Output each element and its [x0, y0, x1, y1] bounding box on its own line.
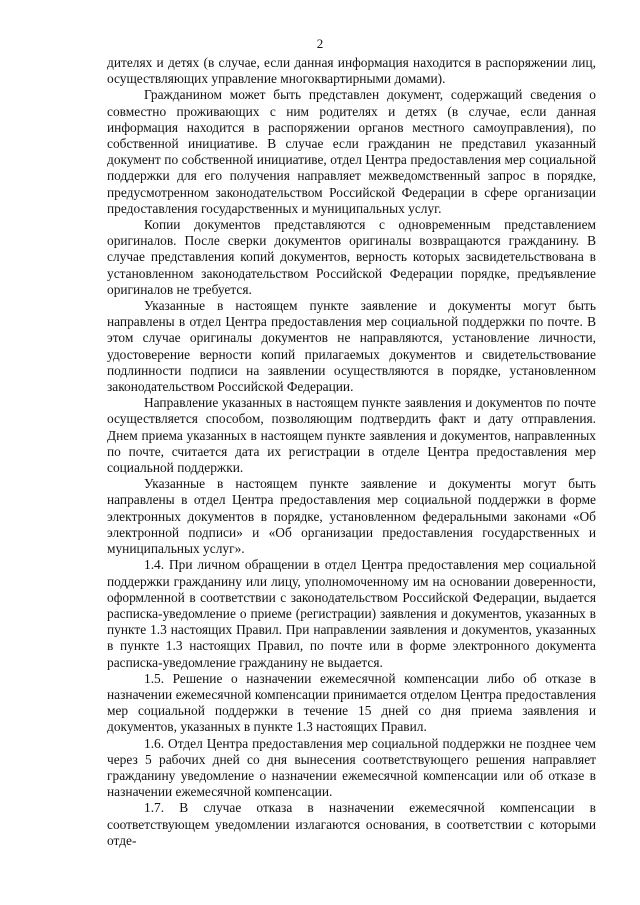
paragraph-clause-1-7: 1.7. В случае отказа в назначении ежемесячной компенсации в соответствующем уведомлении излагаются основания, в соответствии с которыми отде-: [107, 800, 596, 848]
paragraph-mail-submission: Указанные в настоящем пункте заявление и документы могут быть направлены в отдел Центра предоставления мер социальной поддержки по почте. В этом случае оригиналы документов не направляются, установление личности, удостоверение верности копий прилагаемых документов и свидетельствование подлинности подписи на заявлении осуществляются в порядке, установленном законодательством Российской Федерации.: [107, 298, 596, 395]
paragraph-clause-1-4: 1.4. При личном обращении в отдел Центра предоставления мер социальной поддержки гражданину или лицу, уполномоченному им на основании доверенности, оформленной в соответствии с законодательством Российской Федерации, выдается расписка-уведомление о приеме (регистрации) заявления и документов, указанных в пункте 1.3 настоящих Правил. При направлении заявления и документов, указанных в пункте 1.3 настоящих Правил, по почте или в форме электронного документа расписка-уведомление гражданину не выдается.: [107, 557, 596, 670]
paragraph-clause-1-6: 1.6. Отдел Центра предоставления мер социальной поддержки не позднее чем через 5 рабочих дней со дня вынесения соответствующего решения направляет гражданину уведомление о назначении ежемесячной компенсации или об отказе в назначении ежемесячной компенсации.: [107, 735, 596, 800]
paragraph-mail-method: Направление указанных в настоящем пункте заявления и документов по почте осуществляется способом, позволяющим подтвердить факт и дату отправления. Днем приема указанных в настоящем пункте заявления и документов, направленных по почте, считается дата их регистрации в отделе Центра предоставления мер социальной поддержки.: [107, 395, 596, 476]
paragraph-continuation: дителях и детях (в случае, если данная информация находится в распоряжении лиц, осуществляющих управление многоквартирными домами).: [107, 55, 596, 87]
document-body: [107, 55, 596, 849]
paragraph-clause-1-5: 1.5. Решение о назначении ежемесячной компенсации либо об отказе в назначении ежемесячной компенсации принимается отделом Центра предоставления мер социальной поддержки в течение 15 дней со дня приема заявления и документов, указанных в пункте 1.3 настоящих Правил.: [107, 670, 596, 735]
paragraph-document-copies: Копии документов представляются с одновременным представлением оригиналов. После сверки документов оригиналы возвращаются гражданину. В случае представления копий документов, верность которых засвидетельствована в установленном законодательством Российской Федерации порядке, предъявление оригиналов не требуется.: [107, 217, 596, 297]
paragraph-electronic-submission: Указанные в настоящем пункте заявление и документы могут быть направлены в отдел Центра предоставления мер социальной поддержки в форме электронных документов в порядке, установленном федеральными законами «Об электронной подписи» и «Об организации предоставления государственных и муниципальных услуг».: [107, 476, 596, 557]
paragraph-supporting-document: Гражданином может быть представлен документ, содержащий сведения о совместно проживающих с ним родителях и детях (в случае, если данная информация находится в распоряжении органов местного самоуправления), по собственной инициативе. В случае если гражданин не представил указанный документ по собственной инициативе, отдел Центра предоставления мер социальной поддержки для его получения направляет межведомственный запрос в порядке, предусмотренном законодательством Российской Федерации в сфере организации предоставления государственных и муниципальных услуг.: [107, 87, 596, 216]
page-number: 2: [316, 36, 324, 51]
